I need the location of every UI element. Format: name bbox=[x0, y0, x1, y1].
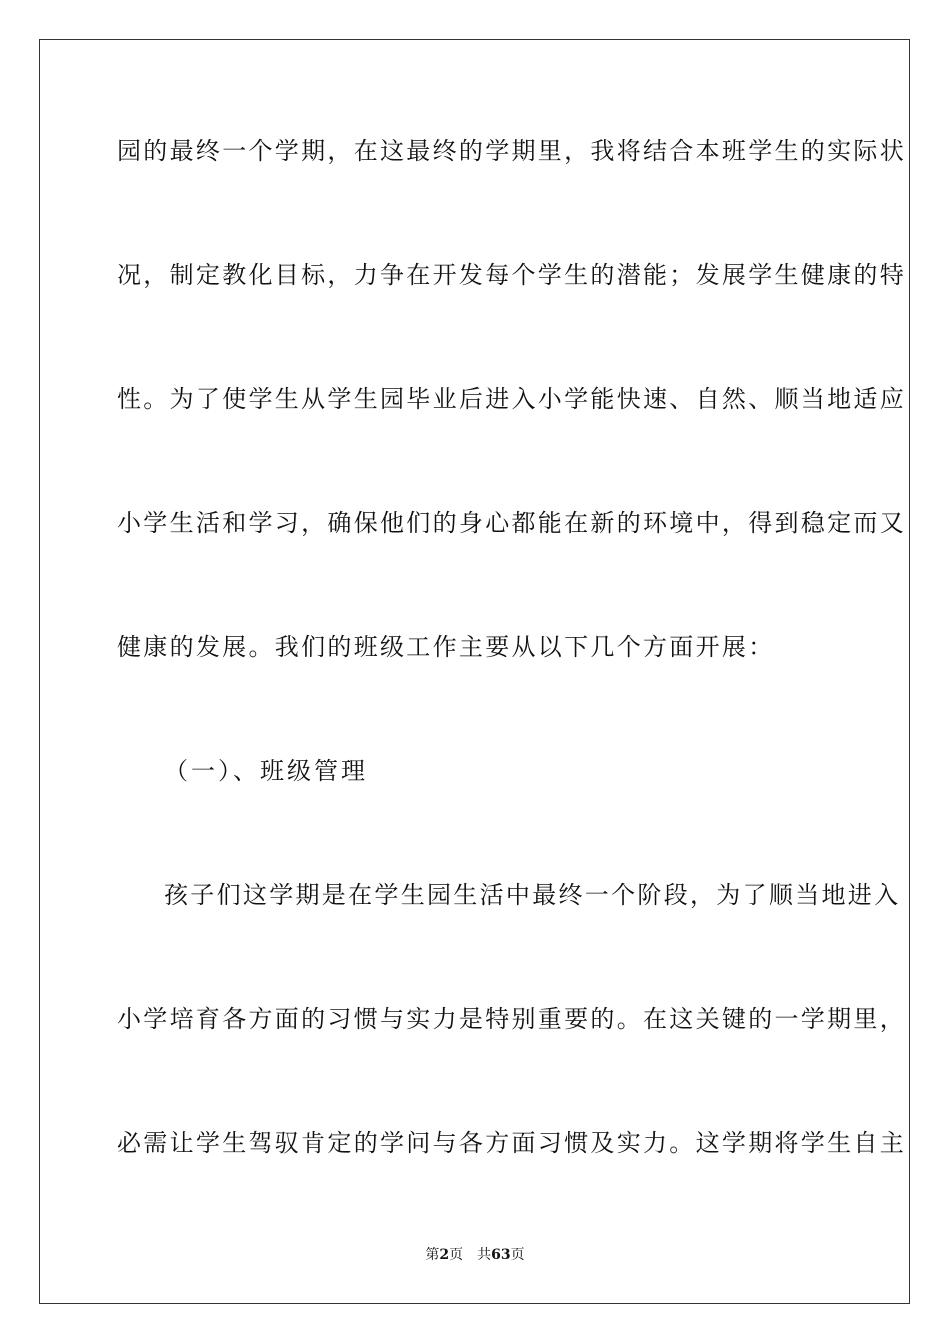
body-line-3: 性。为了使学生从学生园毕业后进入小学能快速、自然、顺当地适应 bbox=[117, 385, 906, 413]
paragraph2-line-1: 孩子们这学期是在学生园生活中最终一个阶段，为了顺当地进入 bbox=[164, 881, 901, 909]
body-line-1: 园的最终一个学期，在这最终的学期里，我将结合本班学生的实际状 bbox=[117, 137, 906, 165]
footer-total-prefix: 共 bbox=[477, 1247, 492, 1263]
paragraph2-line-2: 小学培育各方面的习惯与实力是特别重要的。在这关键的一学期里， bbox=[117, 1005, 906, 1033]
paragraph2-line-3: 必需让学生驾驭肯定的学问与各方面习惯及实力。这学期将学生自主 bbox=[117, 1129, 906, 1157]
body-line-2: 况，制定教化目标，力争在开发每个学生的潜能；发展学生健康的特 bbox=[117, 261, 906, 289]
body-line-4: 小学生活和学习，确保他们的身心都能在新的环境中，得到稳定而又 bbox=[117, 509, 906, 537]
footer-page-suffix: 页 bbox=[449, 1247, 464, 1263]
footer-total-suffix: 页 bbox=[510, 1247, 525, 1263]
footer-total-pages: 63 bbox=[491, 1247, 511, 1263]
section-heading: （一）、班级管理 bbox=[164, 757, 368, 785]
page-frame bbox=[39, 39, 910, 1304]
page-footer bbox=[0, 1246, 950, 1264]
footer-page-number: 2 bbox=[439, 1247, 450, 1263]
footer-page-prefix: 第 bbox=[425, 1247, 440, 1263]
body-line-5: 健康的发展。我们的班级工作主要从以下几个方面开展： bbox=[117, 633, 775, 661]
